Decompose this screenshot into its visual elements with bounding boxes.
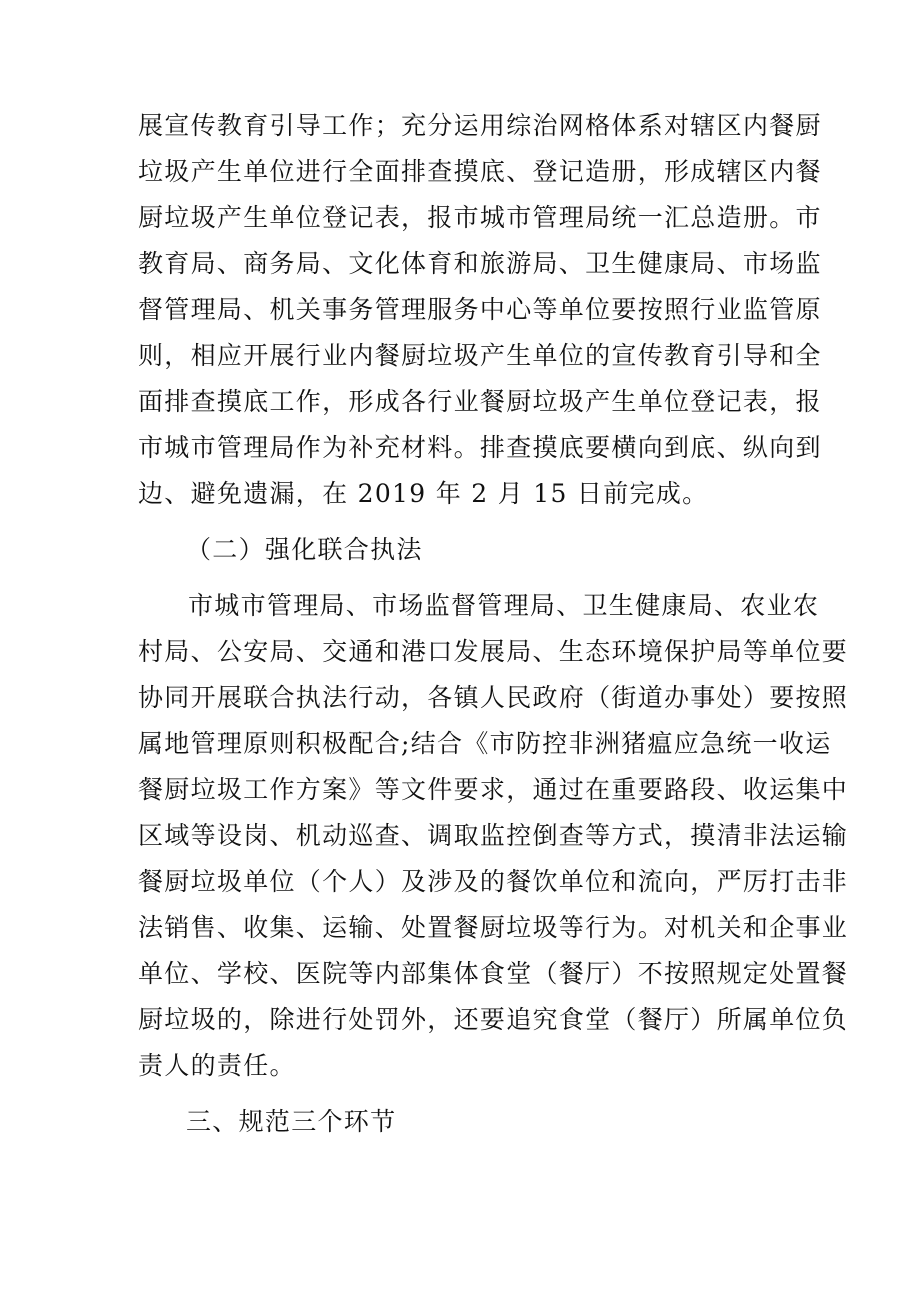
paragraph-line: 市城市管理局作为补充材料。排查摸底要横向到底、纵向到 — [138, 433, 822, 462]
section-heading: 三、规范三个环节 — [186, 1107, 397, 1136]
paragraph-line: 法销售、收集、运输、处置餐厨垃圾等行为。对机关和企事业 — [138, 913, 849, 942]
paragraph-line: 餐厨垃圾单位（个人）及涉及的餐饮单位和流向，严厉打击非 — [138, 867, 849, 896]
paragraph-line: 边、避免遗漏，在 2019 年 2 月 15 日前完成。 — [138, 479, 709, 508]
paragraph-line: 餐厨垃圾工作方案》等文件要求，通过在重要路段、收运集中 — [138, 775, 849, 804]
paragraph-line: 责人的责任。 — [138, 1051, 296, 1080]
paragraph-line: 协同开展联合执法行动，各镇人民政府（街道办事处）要按照 — [138, 683, 849, 712]
section-subheading: （二）强化联合执法 — [186, 535, 423, 564]
paragraph-line: 教育局、商务局、文化体育和旅游局、卫生健康局、市场监 — [138, 249, 822, 278]
paragraph-line: 面排查摸底工作，形成各行业餐厨垃圾产生单位登记表，报 — [138, 387, 822, 416]
paragraph-line: 垃圾产生单位进行全面排查摸底、登记造册，形成辖区内餐 — [138, 157, 822, 186]
paragraph-line: 区域等设岗、机动巡查、调取监控倒查等方式，摸清非法运输 — [138, 821, 849, 850]
paragraph-line: 单位、学校、医院等内部集体食堂（餐厅）不按照规定处置餐 — [138, 959, 849, 988]
paragraph-line: 属地管理原则积极配合;结合《市防控非洲猪瘟应急统一收运 — [138, 729, 832, 758]
paragraph-line: 督管理局、机关事务管理服务中心等单位要按照行业监管原 — [138, 295, 822, 324]
paragraph-line: 则，相应开展行业内餐厨垃圾产生单位的宣传教育引导和全 — [138, 341, 822, 370]
paragraph-line: 展宣传教育引导工作；充分运用综治网格体系对辖区内餐厨 — [138, 111, 822, 140]
paragraph-line: 厨垃圾的，除进行处罚外，还要追究食堂（餐厅）所属单位负 — [138, 1005, 849, 1034]
paragraph-line: 厨垃圾产生单位登记表，报市城市管理局统一汇总造册。市 — [138, 203, 822, 232]
paragraph-line: 市城市管理局、市场监督管理局、卫生健康局、农业农 — [188, 591, 820, 620]
paragraph-line: 村局、公安局、交通和港口发展局、生态环境保护局等单位要 — [138, 637, 849, 666]
